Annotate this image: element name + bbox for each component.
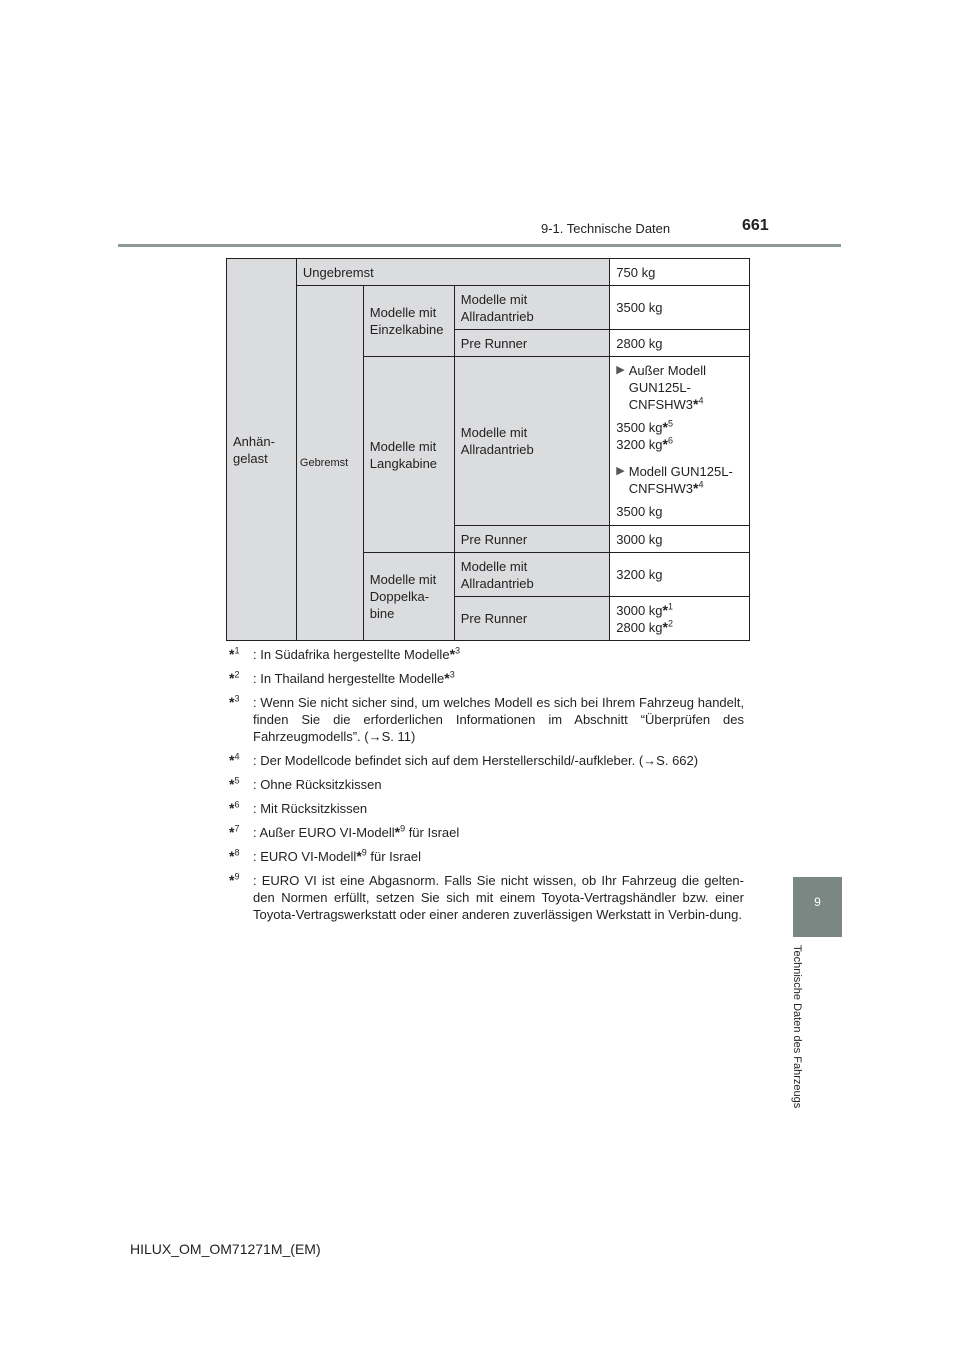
footnote-6: *$^6$ : Mit Rücksitzkissen bbox=[229, 799, 368, 816]
single-prerunner-value: 2800 kg bbox=[610, 330, 750, 357]
double-allrad-value: 3200 kg bbox=[610, 553, 750, 597]
unbraked-label: Ungebremst bbox=[296, 259, 609, 286]
footnote-9: *$^9$ : EURO VI ist eine Abgasnorm. Falls Sie nicht wissen, ob Ihr Fahrzeug die gelten-den Normen erfüllt, setzen Sie sich mit einem Toyota-Vertragshändler bzw. einer Toyota-Vertragswerkstatt oder einer anderen zuverlässigen Werkstatt in Verbin-dung. bbox=[229, 871, 744, 922]
long-prerunner-value: 3000 kg bbox=[610, 526, 750, 553]
arrow-right-icon: ▶ bbox=[616, 465, 625, 477]
footnotes bbox=[229, 646, 744, 930]
header-rule bbox=[118, 244, 841, 247]
double-allrad-label: Modelle mit Allradantrieb bbox=[454, 553, 610, 597]
header-section-title: 9-1. Technische Daten bbox=[541, 221, 671, 236]
single-allrad-value: 3500 kg bbox=[610, 286, 750, 330]
footnote-4: *$^4$ : Der Modellcode befindet sich auf dem Herstellerschild/-aufkleber. (→S. 662) bbox=[229, 751, 699, 768]
footnote-2: *$^2$ : In Thailand hergestellte Modelle*$^3$ bbox=[229, 669, 455, 686]
footnote-1: *$^1$ : In Südafrika hergestellte Modelle*$^3$ bbox=[229, 645, 461, 662]
document-code-footer: HILUX_OM_OM71271M_(EM) bbox=[130, 1241, 321, 1257]
bullet-model bbox=[616, 463, 743, 497]
footnote-8: *$^8$ : EURO VI-Modell*$^9$ für Israel bbox=[229, 847, 421, 864]
footnote-3: *$^3$ : Wenn Sie nicht sicher sind, um welches Modell es sich bei Ihrem Fahrzeug handelt, finden Sie die erforderlichen Informationen im Abschnitt “Überprüfen des Fahrzeugmodells”. (→S. 11) bbox=[229, 693, 744, 744]
footnote-5: *$^5$ : Ohne Rücksitzkissen bbox=[229, 775, 382, 792]
double-cab-label: Modelle mit Doppelka- bine bbox=[363, 553, 454, 641]
group-label-cell: Anhän- gelast bbox=[227, 259, 297, 641]
single-prerunner-label: Pre Runner bbox=[454, 330, 610, 357]
braked-label: Gebremst bbox=[296, 286, 363, 641]
model-value: 3500 kg bbox=[616, 504, 663, 519]
side-tab-label bbox=[786, 945, 804, 1135]
long-allrad-value-cell bbox=[610, 357, 750, 526]
page-number: 661 bbox=[742, 217, 769, 234]
single-allrad-label: Modelle mit Allradantrieb bbox=[454, 286, 610, 330]
except-model-text: Außer Modell GUN125L- CNFSHW3*$^4$ bbox=[628, 363, 707, 412]
model-text: Modell GUN125L- CNFSHW3*$^4$ bbox=[628, 464, 733, 496]
towing-capacity-table bbox=[226, 258, 750, 641]
double-prerunner-label: Pre Runner bbox=[454, 597, 610, 641]
long-prerunner-label: Pre Runner bbox=[454, 526, 610, 553]
side-tab-label-text: Technische Daten des Fahrzeugs bbox=[791, 945, 803, 1109]
footnote-7: *$^7$ : Außer EURO VI-Modell*$^9$ für Israel bbox=[229, 823, 460, 840]
arrow-right-icon: ▶ bbox=[616, 364, 625, 376]
unbraked-value: 750 kg bbox=[610, 259, 750, 286]
double-prerunner-value-cell: 3000 kg*$^1$ 2800 kg*$^2$ bbox=[610, 597, 750, 641]
side-tab-number: 9 bbox=[814, 895, 821, 909]
bullet-except-model bbox=[616, 362, 743, 413]
single-cab-label: Modelle mit Einzelkabine bbox=[363, 286, 454, 357]
long-cab-label: Modelle mit Langkabine bbox=[363, 357, 454, 553]
long-allrad-label: Modelle mit Allradantrieb bbox=[454, 357, 610, 526]
except-model-values: 3500 kg*$^5$ 3200 kg*$^6$ bbox=[616, 418, 673, 452]
